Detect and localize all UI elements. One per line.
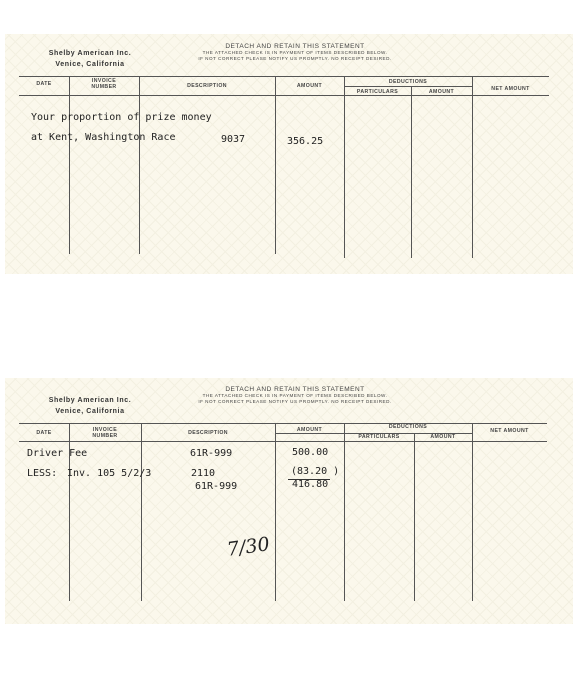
col-deductions: DEDUCTIONS bbox=[388, 424, 428, 430]
col-invoice bbox=[69, 427, 141, 439]
col-date: DATE bbox=[36, 430, 52, 436]
detach-notice bbox=[175, 43, 415, 62]
remittance-stub-2 bbox=[5, 378, 573, 624]
col-ded-amount: AMOUNT bbox=[430, 434, 456, 440]
col-rule bbox=[344, 76, 345, 258]
col-amount: AMOUNT bbox=[296, 427, 323, 433]
remittance-stub-1 bbox=[5, 34, 573, 274]
col-rule bbox=[275, 423, 276, 601]
col-rule bbox=[344, 423, 345, 601]
col-description: DESCRIPTION bbox=[188, 430, 228, 436]
company-name: Shelby American Inc. bbox=[48, 50, 132, 57]
detach-title: DETACH AND RETAIN THIS STATEMENT bbox=[225, 43, 365, 50]
col-invoice-l2: NUMBER bbox=[91, 84, 117, 90]
col-amount: AMOUNT bbox=[296, 83, 323, 89]
col-description: DESCRIPTION bbox=[187, 83, 227, 89]
col-net-amount: NET AMOUNT bbox=[491, 86, 530, 92]
detach-note-1: THE ATTACHED CHECK IS IN PAYMENT OF ITEMS DESCRIBED BELOW. bbox=[202, 50, 388, 55]
row2-code-1: 2110 bbox=[191, 468, 216, 479]
company-city: Venice, California bbox=[55, 61, 125, 68]
company-block bbox=[5, 48, 175, 70]
row2-code-2: 61R-999 bbox=[195, 481, 238, 492]
row2-total: 416.80 bbox=[292, 479, 329, 490]
detach-title: DETACH AND RETAIN THIS STATEMENT bbox=[225, 386, 365, 393]
header-bottom-rule bbox=[19, 95, 549, 96]
col-invoice-l1: INVOICE bbox=[91, 78, 117, 84]
col-ded-amount: AMOUNT bbox=[428, 89, 455, 95]
row2-label: LESS: bbox=[27, 468, 58, 479]
header-bottom-rule bbox=[19, 441, 547, 442]
detach-note-1: THE ATTACHED CHECK IS IN PAYMENT OF ITEMS DESCRIBED BELOW. bbox=[202, 393, 388, 398]
company-block bbox=[5, 395, 175, 417]
paper-texture bbox=[5, 34, 573, 274]
row2-invoice: Inv. 105 5/2/3 bbox=[67, 468, 152, 479]
detach-note-2: IF NOT CORRECT PLEASE NOTIFY US PROMPTLY. NO RECEIPT DESIRED. bbox=[198, 56, 392, 61]
col-rule bbox=[414, 433, 415, 601]
row2-deduction: (83.20 ) bbox=[291, 466, 340, 477]
company-name: Shelby American Inc. bbox=[48, 397, 132, 404]
amount-value: 356.25 bbox=[287, 136, 324, 147]
row1-code: 61R-999 bbox=[190, 448, 233, 459]
col-rule bbox=[472, 423, 473, 601]
col-net-amount: NET AMOUNT bbox=[490, 428, 529, 434]
company-city: Venice, California bbox=[55, 408, 125, 415]
row1-label: Driver Fee bbox=[27, 448, 88, 459]
row1-amount: 500.00 bbox=[292, 447, 329, 458]
handwritten-date-note: 7/30 bbox=[225, 533, 271, 561]
col-deductions: DEDUCTIONS bbox=[388, 79, 428, 85]
detach-note-2: IF NOT CORRECT PLEASE NOTIFY US PROMPTLY. NO RECEIPT DESIRED. bbox=[198, 399, 392, 404]
description-line-1: Your proportion of prize money bbox=[31, 112, 212, 123]
invoice-number: 9037 bbox=[221, 134, 246, 145]
col-rule bbox=[472, 76, 473, 258]
col-invoice-l2: NUMBER bbox=[92, 433, 118, 439]
description-line-2: at Kent, Washington Race bbox=[31, 132, 176, 143]
col-rule bbox=[139, 76, 140, 254]
col-rule bbox=[275, 76, 276, 254]
col-rule bbox=[69, 76, 70, 254]
col-particulars: PARTICULARS bbox=[356, 89, 399, 95]
col-particulars: PARTICULARS bbox=[358, 434, 400, 440]
col-invoice-l1: INVOICE bbox=[92, 427, 118, 433]
col-rule bbox=[411, 86, 412, 258]
col-invoice bbox=[69, 78, 139, 90]
col-rule bbox=[141, 423, 142, 601]
detach-notice bbox=[175, 386, 415, 405]
col-date: DATE bbox=[36, 81, 52, 87]
deductions-divider bbox=[344, 86, 472, 87]
header-top-rule bbox=[19, 76, 549, 77]
